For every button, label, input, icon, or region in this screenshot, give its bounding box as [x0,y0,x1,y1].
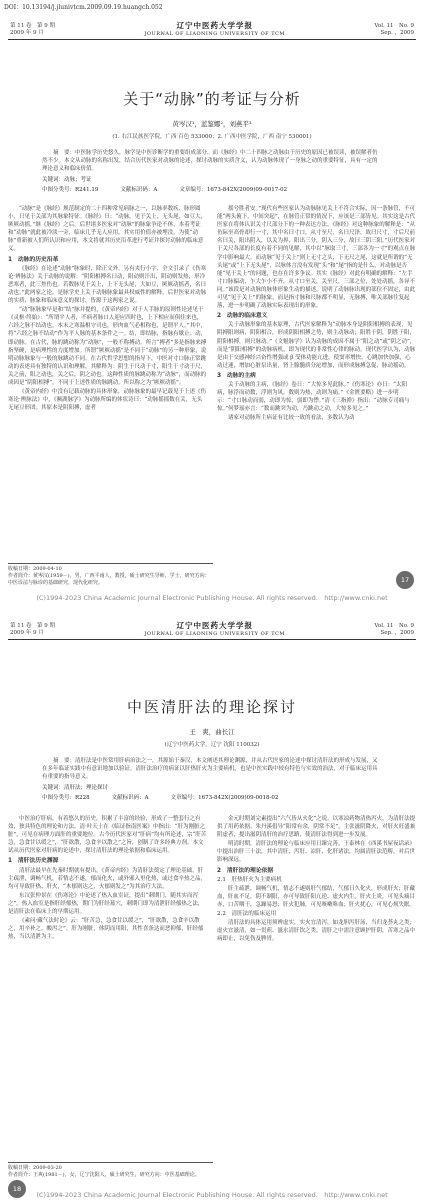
document-code: 文献标识码：A [111,795,149,801]
article-number: 文章编号：1673-842X(2009)09-0017-02 [179,187,288,193]
body-paragraph: “动脉”是《脉经》规范制定的二十四种常见病脉之一，以脉率数疾、脉形圆小、只见于关部为其脉象特征。《脉经》曰：“动脉，见于关上，无头尾，如豆大，厥厥动摇。”继《脉经》之后，后世诸多医家对“动脉”的脉象争论不休，本着考证和“动脉”就此被冷淡一旁，临床几乎无人应用。其实用价值亦被埋没。为使“动脉”重新被人们所认识和应用，本文将就其历史沿革进行考证并探讨动脉的临床意义。 [8,206,207,253]
section-heading: 2 清肝法的理论依据 [217,867,274,874]
body-column-left [8,815,207,1200]
body-paragraph: 明清时期，清肝法的理论与临床应用日臻完善。王泰林在《西溪书屋夜话录》中提出治肝三十法，其中清肝、泻肝、凉肝、化肝诸法，均属清肝法范畴，对后世影响深远。 [217,841,416,864]
article-keywords: 关键词：清肝法；理论探讨 [42,785,109,791]
section-heading: 2 动脉的临床意义 [217,313,268,320]
body-column-left [8,205,207,600]
header-volume-issue: 第 11 卷 第 9 期 2009 年 9 月 [10,23,55,36]
article-title: 中医清肝法的理论探讨 [126,698,297,716]
body-paragraph: 诸家对动脉所主病证有比较一致的看法，多数认为动 [228,415,355,422]
body-columns [8,205,416,600]
body-paragraph: 关于动脉形象的基本原理，古代医家解释为“动脉本身是阴阳相搏的表现，见阴搏阳则病，阴阳相合，形成阴阳相搏之势，则主动脉动；阳胜于阴，阴胜于阳，阴阳相搏，则只脉动。”《文魁脉学》认为动脉的成因不属于“阳之动”或“阴之动”，而是“阴阳相搏”的动脉病机，即为现代的非常性心律的脉动。现代医学认为，动脉是由于交感神经兴奋性增强或 β 受体功能亢进，使窦率增快，心跳加快加强，心动过速，增加心脏泵出量，肾上腺髓质分泌增加，而形成脉搏急促、脉动摇动。 [217,322,416,369]
body-paragraph: 关于动脉的主病，《脉经》卷日：“大惊多见此脉。”《伤寒论》亦日：“太阳病，脉浮而动数，浮则为风，数则为热，动则为痛。”《金匮要略》进一步明示：“寸口脉动而弱，动即为惊，弱即为悸。”清《三指禅》指出：“动脉专司痛与惊。”何梦瑶亦言：“数而跳突为动，乃跳动之动，大惊多见之。” [217,381,410,413]
journal-header [8,610,416,640]
article-abstract: 摘 要：中医脉学历史悠久，脉学是中医诊断学的重要组成部分，而《脉经》中二十四脉之动脉由于历史的原因已被误读，被误解者仍然不少。本文从动脉的名称出发，结合历代医家对动脉的论述，探讨动脉的实质含义，认为动脉体现了一身脉之动的重要特征，具有一定的理论意义和临床价值。 [42,150,378,172]
body-column-right [217,205,416,600]
header-vol-no: Vol. 11 No. 9 Sep. ，2009 [374,623,414,636]
article-authors: 黄岑汉¹，蓝鉴娜²，刘燕平³ [172,120,252,128]
doi-line: DOI：10.13194/j.jlunivtcm.2009.09.19.huangch.052 [4,4,163,11]
body-paragraph: 中医治疗肝病，有着悠久的历史，积累了丰富的经验，形成了一整套行之有效，独具特色的理论和方法。清·叶天士在《临证指南医案》中指出：“肝为刚脏之脏”，可见在病理方面肝的重要地位。古今历代医家对“肝病”均有所论述，宗“肝苦急，急食甘以缓之”，“肝欲散，急食辛以散之”之旨，创制了许多经典方剂。本文试从历代医家对肝病的论述中，探讨清肝法的理论依据和临床运用。 [8,816,207,855]
body-paragraph: 肝主疏泄，调畅气机，情志不遂则肝气郁结，气郁日久化火，形成肝火；肝藏血，肝血不足，阴不制阳，亦可导致肝阳亢逆、虚火内生。肝火上炎，可见头痛目赤，口苦咽干，急躁易怒；肝火犯肺，可见咳嗽咯血；肝火扰心，可见心烦失眠。 [217,885,416,908]
footnote: 收稿日期：2009-03-20 作者简介：王爽(1981－)，女，辽宁沈阳人，硕士研究生，研究方向：中医基础理论。 [8,1162,213,1179]
article-page-2 [8,610,416,1195]
article-affiliation: (1. 右江民族医学院，广西 百色 533000；2. 广西中医学院，广西 南宁 530001) [112,134,312,140]
body-paragraph: 东汉张仲景在《伤寒论》中论述了热入血室证，提出“刺期门，随其实而泻之”。热入血室是指肝经郁热，期门为肝经募穴，刺期门即为清泄肝经郁热之法，是清肝法在临床上的早期运用。 [8,892,204,916]
footnote: 收稿日期：2009-04-10 作者简介：黄岑汉(1959－)，男，广西平南人，教授，硕士研究生导师，学士，研究方向：中医诊法与脉诊的基础研究、现代化研究。 [8,563,213,587]
header-volume-issue: 第 11 卷 第 9 期 2009 年 9 月 [10,623,55,636]
clc-number: 中图分类号：R228 [42,795,90,801]
section-heading: 2.2 清肝法的临床运用 [217,911,277,918]
page-number: 18 [8,1180,26,1198]
article-page-1 [8,10,416,595]
article-abstract: 摘 要：清肝法是中医常用肝病治法之一，其源始于秦汉，本文阐述其理论渊源，并从古代医家的论述中探讨清肝法的形成与发展，又在多年临证实践中有意识地加以验证。清肝法治疗的病证以肝热肝火为主要病机，也是中医实践中较有特色与实效的治法，对于临床运用具有重要的指导意义。 [42,758,378,780]
section-heading: 1 动脉的历史沿革 [8,256,59,263]
body-columns [8,815,416,1200]
copyright-notice: (C)1994-2023 China Academic Journal Electronic Publishing House. All rights reserved. http://www.cnki.net [36,594,388,602]
section-heading: 3 动脉的主病 [217,372,256,379]
body-paragraph: 金元时期刘完素提出“六气皆从火化”之说，以寒凉药物清热泻火，为清肝法提供了用药依据。朱丹溪倡导“阳常有余，阴常不足”，主张滋阴降火，对肝火旺盛兼阴虚者，提出滋阴清肝的治疗思路，使清肝法得到进一步发展。 [217,816,416,839]
copyright-notice: (C)1994-2023 China Academic Journal Electronic Publishing House. All rights reserved. http://www.cnki.net [36,1191,388,1199]
body-paragraph: 摇兮胜者安。”现代有些医家认为动脉脉见关上不符合实际，因一条脉管，不可能“两头俯下，中间突起”，在脉管正常的情况下，应该是三部皆见。其实这是古代医家在将体认识关寸尺部分下的一种表达方法。《脉经》对这种脉象的解释是：“从鱼际至高骨却行一寸，其中名曰寸口，从寸至尺，名曰尺泽，故曰尺寸，寸后尺前名曰关，阳出阴入，以关为界，阳出三分，阴入三分，故曰三阴三阳。”历代医家对于关尺各部的长度有着不同的见解，其中以“脉取三寸，三部各为一寸”的观点在脉学中影响最大。而动脉“见于关上”则上无寸之头，下无尺之尾，这就是所谓的“无头尾”或“上下无头尾”，以脉体言没有发现“头”和“尾”指的是什么，对动脉是否能“见于关上”的问题，也存在许多争议。其实《脉经》对此有明确的解释：“左手寸口脉偏动，乍大乍小不齐，从寸口至关，关至尺，三部之位，处处动摇，各异不同。”该段是对动脉的脉体形象生动的描述，说明了动脉脉出现的部位不固定，由此可见“见于关上”的脉象，而是指寸脉和尺脉都不明显，无脉搏，唯关部脉往复起落，进一步明确了动脉实际表现出的形象。 [217,206,416,310]
article-number: 文章编号：1673-842X(2009)09-0018-02 [170,795,279,801]
body-paragraph: 清肝法的具体运用须辨虚实，实火宜清泻，如龙胆泻肝汤、当归龙荟丸之类；虚火宜滋清，如一贯煎、滋水清肝饮之类。清肝之中需注意顾护肝阴，苦寒之品中病即止，以免伤及脾胃。 [217,920,416,943]
journal-name: 辽宁中医药大学学报 JOURNAL OF LIAONING UNIVERSITY OF TCM [144,21,286,37]
article-title: 关于“动脉”的考证与分析 [123,90,301,108]
page-number: 17 [396,571,414,589]
journal-header [8,10,416,40]
article-keywords: 关键词：动脉；考证 [42,177,92,183]
body-paragraph: 《素问·藏气法时论》云：“肝苦急，急食甘以缓之”，“肝欲散，急食辛以散之，用辛补之，酸泻之”。肝为刚脏，体阴而用阳，其性喜条达而恶抑郁，肝经郁热，当以清泄为主。 [8,918,204,941]
clc-number: 中图分类号：R241.19 [42,187,99,193]
body-column-right [217,815,416,1200]
article-affiliation: (辽宁中医药大学，辽宁 沈阳 110032) [164,742,260,748]
section-heading: 2.1 肝热肝火为主要病机 [217,876,282,883]
body-paragraph: 清肝法最早在先秦时期就有提出，《黄帝内经》为清肝法奠定了理论基础。肝主疏泄，调畅气机，若情志不遂，郁而化火，或外邪入里化热，或过食辛热之品，均可导致肝热、肝火，“木郁则达之，火郁则发之”为其治疗大法。 [8,867,207,890]
journal-name: 辽宁中医药大学学报 JOURNAL OF LIAONING UNIVERSITY OF TCM [144,621,286,637]
article-classification [42,185,382,193]
article-classification [42,793,382,801]
header-vol-no: Vol. 11 No. 9 Sep. ，2009 [374,23,414,36]
body-paragraph: 《脉经》在论述“动脉”脉象时，除正文外，另有夹行小字，全文引录了《伤寒论·辨脉法》关于动脉的说解：“阴阳相搏名曰动，阳动则汗出，阴动则发热，形冷恶寒者，此三焦伤也。若数脉见于关上，上下无头尾，大如豆，厥厥动摇者，名曰动也。”此两家之论，是脉学史上关于动脉脉象最具权威性的解释，后世医家对动脉的实质、脉象和临床意义的探讨，皆源于这两家之说。 [8,265,207,305]
section-heading: 1 清肝法历史渊源 [8,858,59,865]
article-authors: 王 爽，曲长江 [189,728,235,736]
body-paragraph: 《黄帝内经》中没有记载动脉的具体形象，动脉脉象的最早记载见于上述《伤寒论·辨脉法》中，《濒湖脉学》为动脉所编的体状诗曰：“动脉摇摇数在关，无头无尾豆形团。其原本是阴阳搏，虚者 [8,389,207,412]
body-paragraph: “动”脉脉象早是和“结”脉并提的，《黄帝内经》对于人手脉的原则性论述见于《灵枢·终始》：“所谓平人者，不病者脉口人迎应四时也，上下相应而俱往来也，六经之脉不结动也。本末之寒温相守司也，形肉血气必相称也，是谓平人。”其中，将“六经之脉不结动”作为平人脉的基本条件之一。结，即结脉，指脉有歇止；动，即动脉。在古代，脉的跳动称为“动脉”，一般不称搏动。所言“搏者”多是指脉来搏指坚硬，是病理性的力度增加。所谓“厥厥动摇”是不同于“动脉”的另一种形象，说明动脉脉象与一般的脉跳动不同。在古代哲学思想的指导下，中医对寸口脉正常跳动的表述具有独特的认识和理解，其解释为：阴生于尺动于寸，阳生于寸动于尺，关之前，阳之动也，关之后，阴之动也。这种性质的脉跳动称为“动脉”，而动脉的成因是“阴阳相搏”，不同于上述性质的脉跳动，所以称之为“厥厥动摇”。 [8,307,207,386]
document-code: 文献标识码：A [120,187,158,193]
